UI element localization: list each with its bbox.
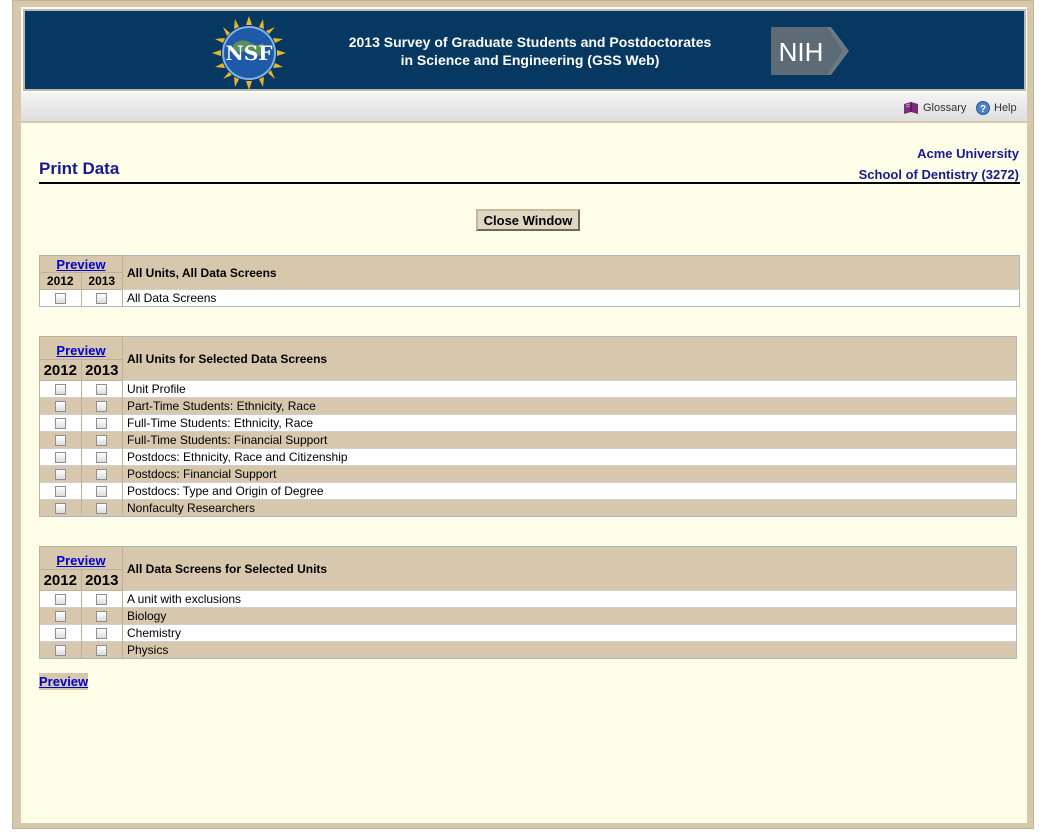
banner-title-line1: 2013 Survey of Graduate Students and Postdoctorates [348,34,712,50]
checkbox-2012[interactable] [55,594,66,605]
year-header-2012: 2012 [40,360,82,381]
checkbox-2013[interactable] [96,645,107,656]
svg-text:?: ? [979,104,987,115]
checkbox-2013[interactable] [96,418,107,429]
checkbox-cell-2012 [40,449,82,466]
checkbox-2013[interactable] [96,503,107,514]
checkbox-cell-2013 [81,642,123,659]
bottom-preview-link[interactable]: Preview [39,674,89,689]
page-title: Print Data [39,159,120,178]
row-label: Unit Profile [123,381,1017,398]
checkbox-2013[interactable] [96,594,107,605]
table-row [40,625,1017,642]
table-row [40,466,1017,483]
banner-title [295,33,765,69]
glossary-label: Glossary [923,102,967,114]
row-label: Chemistry [123,625,1017,642]
checkbox-cell-2012 [40,483,82,500]
checkbox-2012[interactable] [55,628,66,639]
checkbox-2013[interactable] [96,293,107,304]
checkbox-2012[interactable] [55,452,66,463]
table-row [40,608,1017,625]
checkbox-cell-2013 [81,381,123,398]
help-icon [976,101,990,115]
checkbox-cell-2012 [40,642,82,659]
year-header-2013: 2013 [81,570,123,591]
row-label: Postdocs: Type and Origin of Degree [123,483,1017,500]
checkbox-cell-2012 [40,398,82,415]
svg-text:NSF: NSF [225,41,273,65]
checkbox-cell-2013 [81,483,123,500]
svg-text:NIH: NIH [778,37,824,67]
checkbox-cell-2012 [40,625,82,642]
table-row [40,591,1017,608]
content-area [21,7,1027,823]
table-row [40,642,1017,659]
preview-header [40,547,123,570]
nsf-logo [211,15,287,91]
checkbox-2012[interactable] [55,486,66,497]
checkbox-cell-2013 [81,608,123,625]
checkbox-cell-2012 [40,290,82,307]
table-row [40,483,1017,500]
table-title: All Units, All Data Screens [123,256,1020,290]
title-divider [39,182,1020,184]
checkbox-2012[interactable] [55,293,66,304]
checkbox-cell-2012 [40,591,82,608]
preview-header [40,256,123,273]
table-title: All Units for Selected Data Screens [123,337,1017,381]
row-label: Postdocs: Ethnicity, Race and Citizenship [123,449,1017,466]
page-frame [12,0,1034,829]
glossary-link[interactable] [903,101,966,115]
year-header-2012: 2012 [40,570,82,591]
unit-name: School of Dentistry (3272) [858,167,1019,182]
checkbox-cell-2013 [81,466,123,483]
selected-units-table [39,546,1017,659]
year-header-2012: 2012 [40,273,82,290]
checkbox-2012[interactable] [55,611,66,622]
institution-info [859,143,1019,185]
checkbox-cell-2012 [40,466,82,483]
row-label: A unit with exclusions [123,591,1017,608]
table-row [40,290,1020,307]
checkbox-cell-2013 [81,290,123,307]
checkbox-cell-2013 [81,591,123,608]
all-units-all-screens-table [39,255,1020,307]
checkbox-2013[interactable] [96,452,107,463]
row-label: Full-Time Students: Ethnicity, Race [123,415,1017,432]
checkbox-2013[interactable] [96,401,107,412]
checkbox-cell-2013 [81,500,123,517]
year-header-2013: 2013 [81,273,123,290]
preview-link[interactable]: Preview [56,256,106,272]
table-row [40,381,1017,398]
row-label: Biology [123,608,1017,625]
help-label: Help [994,102,1017,114]
institution-name: Acme University [917,146,1019,161]
checkbox-cell-2012 [40,608,82,625]
checkbox-2012[interactable] [55,418,66,429]
close-window-button[interactable]: Close Window [476,209,580,231]
banner [23,9,1026,91]
checkbox-2012[interactable] [55,645,66,656]
table-row [40,415,1017,432]
checkbox-2012[interactable] [55,469,66,480]
checkbox-2013[interactable] [96,469,107,480]
nih-logo [771,27,851,75]
table-row [40,449,1017,466]
row-label: Nonfaculty Researchers [123,500,1017,517]
checkbox-cell-2013 [81,432,123,449]
checkbox-cell-2012 [40,415,82,432]
checkbox-2013[interactable] [96,435,107,446]
checkbox-cell-2013 [81,625,123,642]
checkbox-2012[interactable] [55,503,66,514]
checkbox-2013[interactable] [96,486,107,497]
checkbox-2012[interactable] [55,401,66,412]
checkbox-cell-2012 [40,381,82,398]
checkbox-cell-2013 [81,415,123,432]
banner-title-line2: in Science and Engineering (GSS Web) [400,52,660,68]
row-label: All Data Screens [123,290,1020,307]
row-label: Part-Time Students: Ethnicity, Race [123,398,1017,415]
book-icon [903,101,919,115]
toolbar [21,93,1027,123]
preview-header [40,337,123,360]
checkbox-cell-2013 [81,449,123,466]
checkbox-2013[interactable] [96,384,107,395]
year-header-2013: 2013 [81,360,123,381]
checkbox-cell-2012 [40,432,82,449]
row-label: Physics [123,642,1017,659]
row-label: Full-Time Students: Financial Support [123,432,1017,449]
checkbox-2013[interactable] [96,628,107,639]
help-link[interactable] [976,101,1017,115]
table-row [40,398,1017,415]
checkbox-2012[interactable] [55,384,66,395]
row-label: Postdocs: Financial Support [123,466,1017,483]
checkbox-2012[interactable] [55,435,66,446]
selected-screens-table [39,336,1017,517]
table-row [40,500,1017,517]
preview-link[interactable]: Preview [56,342,106,358]
checkbox-cell-2013 [81,398,123,415]
table-title: All Data Screens for Selected Units [123,547,1017,591]
table-row [40,432,1017,449]
preview-link[interactable]: Preview [56,552,106,568]
checkbox-2013[interactable] [96,611,107,622]
checkbox-cell-2012 [40,500,82,517]
